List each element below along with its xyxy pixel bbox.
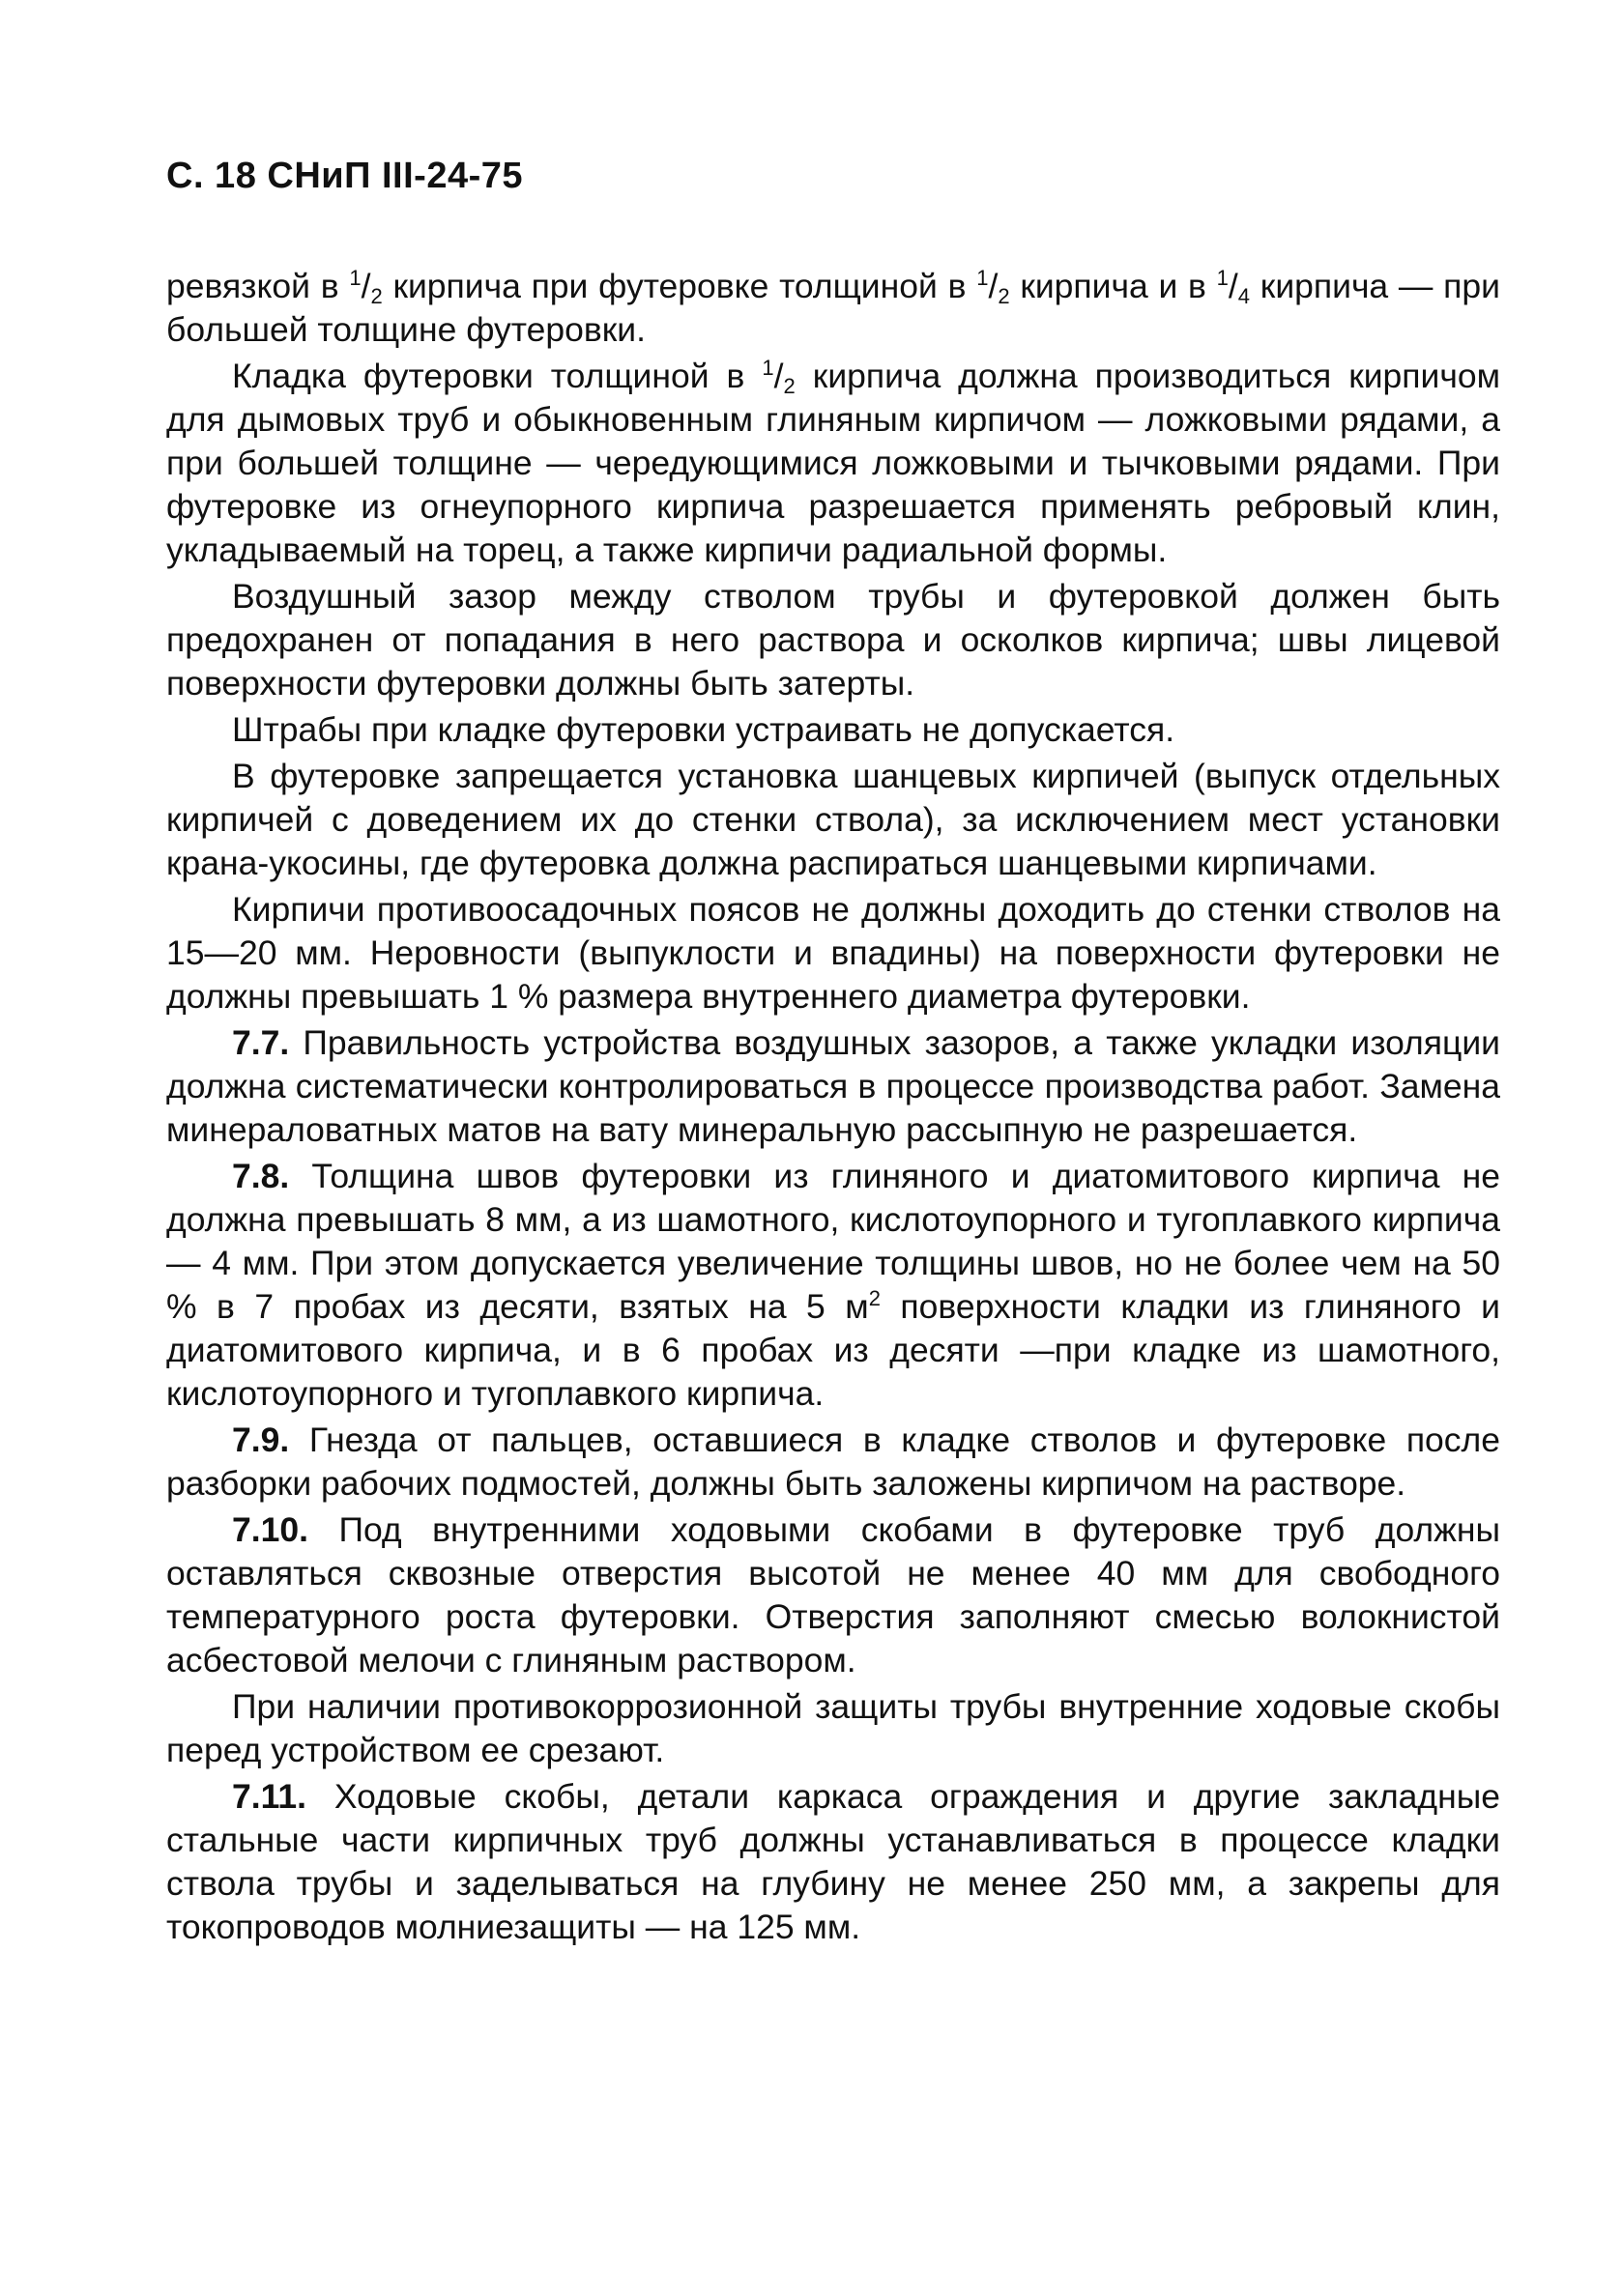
fraction-half: $^1/_2$ (976, 266, 1010, 308)
superscript-squared: 2 (868, 1286, 881, 1310)
text-run: Кладка футеровки толщиной в (232, 357, 763, 395)
text-run: кирпича должна производиться кирпичом для дымовых труб и обыкновенным глиняным кирпичом — ложковыми рядами, а при большей толщине — чередующимися ложковыми и тычковыми рядами. При футеровке из огнеупорного кирпича разрешается применять ребровый клин, укладываемый на торец, а также кирпичи радиальной формы. (166, 357, 1500, 569)
section-7-11 (166, 1775, 1500, 1949)
paragraph-air-gap: Воздушный зазор между стволом трубы и футеровкой должен быть предохранен от попадания в него раствора и осколков кирпича; швы лицевой поверхности футеровки должны быть затерты. (166, 577, 1500, 703)
text-run: кирпича и в (1009, 267, 1217, 305)
section-text: поверхности кладки из глиняного и диатомитового кирпича, и в 6 пробах из десяти —при кладке из шамотного, кислотоупорного и тугоплавкого кирпича. (166, 1287, 1500, 1413)
section-7-10 (166, 1508, 1500, 1682)
section-text: Толщина швов футеровки из глиняного и диатомитового кирпича не должна превышать 8 мм, а из шамотного, кислотоупорного и тугоплавкого кирпича — 4 мм. При этом допускается увеличение толщины швов, но не более чем на 50 % в 7 пробах из десяти, взятых на 5 м (166, 1157, 1500, 1326)
section-number: 7.8. (232, 1157, 290, 1195)
section-text: Под внутренними ходовыми скобами в футеровке труб должны оставляться сквозные отверстия высотой не менее 40 мм для свободного температурного роста футеровки. Отверстия заполняют смесью волокнистой асбестовой мелочи с глиняным раствором. (166, 1510, 1500, 1679)
section-number: 7.10. (232, 1510, 308, 1549)
section-7-7 (166, 1021, 1500, 1152)
section-text: Ходовые скобы, детали каркаса ограждения и другие закладные стальные части кирпичных труб должны устанавливаться в процессе кладки ствола трубы и заделываться на глубину не менее 250 мм, а закрепы для токопроводов молниезащиты — на 125 мм. (166, 1777, 1500, 1946)
page-header: С. 18 СНиП III-24-75 (166, 156, 524, 196)
paragraph-trench-bricks: В футеровке запрещается установка шанцевых кирпичей (выпуск отдельных кирпичей с доведением их до стенки ствола), за исключением мест установки крана-укосины, где футеровка должна распираться шанцевыми кирпичами. (166, 757, 1500, 882)
section-text: Гнезда от пальцев, оставшиеся в кладке стволов и футеровке после разборки рабочих подмостей, должны быть заложены кирпичом на растворе. (166, 1421, 1500, 1503)
section-text: Правильность устройства воздушных зазоров, а также укладки изоляции должна систематически контролироваться в процессе производства работ. Замена минераловатных матов на вату минеральную рассыпную не разрешается. (166, 1023, 1500, 1149)
section-7-8 (166, 1155, 1500, 1416)
paragraph-continuation (166, 265, 1500, 352)
text-run: кирпича при футеровке толщиной в (382, 267, 977, 305)
paragraph-lining-thickness (166, 355, 1500, 572)
document-body (166, 265, 1500, 1949)
paragraph-chases: Штрабы при кладке футеровки устраивать не допускается. (232, 710, 1175, 749)
fraction-half: $^1/_2$ (349, 266, 383, 308)
document-page (166, 155, 1500, 1952)
section-number: 7.11. (232, 1777, 306, 1816)
section-number: 7.9. (232, 1421, 290, 1459)
fraction-quarter: $^1/_4$ (1216, 266, 1251, 308)
fraction-half: $^1/_2$ (762, 356, 796, 398)
text-run: кирпича — при большей толщине футеровки. (166, 267, 1500, 349)
section-number: 7.7. (232, 1023, 290, 1062)
section-7-9 (166, 1419, 1500, 1506)
paragraph-anti-settlement-belts: Кирпичи противоосадочных поясов не должны доходить до стенки стволов на 15—20 мм. Неровности (выпуклости и впадины) на поверхности футеровки не должны превышать 1 % размера внутреннего диаметра футеровки. (166, 890, 1500, 1016)
paragraph-corrosion: При наличии противокоррозионной защиты трубы внутренние ходовые скобы перед устройством ее срезают. (166, 1687, 1500, 1769)
text-run: ревязкой в (166, 267, 350, 305)
